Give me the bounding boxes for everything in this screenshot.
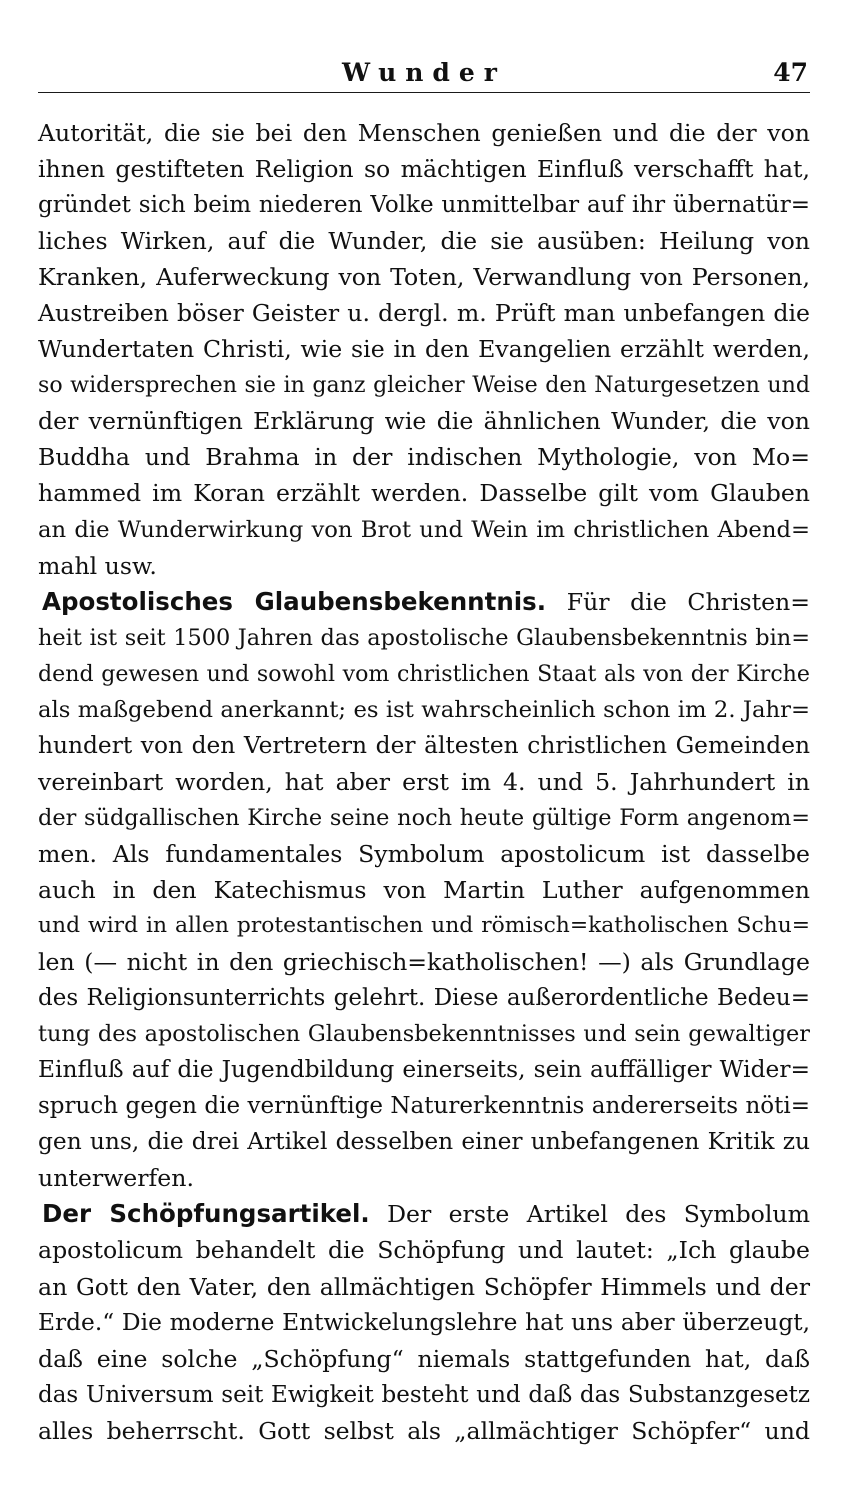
paragraph-schoepfungsartikel — [38, 1196, 810, 1448]
text-line: so widersprechen sie in ganz gleicher Weise den Naturgesetzen und — [38, 372, 810, 399]
section-heading-glaubensbekenntnis: Apostolisches Glaubensbekenntnis. — [42, 586, 547, 616]
section-heading-schoepfungsartikel: Der Schöpfungsartikel. — [42, 1199, 370, 1229]
text-line: der südgallischen Kirche seine noch heute gültige Form angenom= — [38, 804, 810, 831]
text-line: Erde.“ Die moderne Entwickelungslehre hat uns aber überzeugt, — [38, 1308, 810, 1336]
text-line: und wird in allen protestantischen und römisch=katholischen Schu= — [38, 913, 810, 939]
text-line: ihnen gestifteten Religion so mächtigen Einfluß verschafft hat, — [38, 155, 810, 184]
text-line: Kranken, Auferweckung von Toten, Verwandlung von Personen, — [38, 263, 810, 292]
text-line: dend gewesen und sowohl vom christlichen Staat als von der Kirche — [38, 660, 810, 687]
book-page — [38, 48, 810, 1449]
paragraph-glaubensbekenntnis — [38, 584, 810, 1197]
text-line: gründet sich beim niederen Volke unmittelbar auf ihr übernatür= — [38, 192, 810, 219]
paragraph-autoritaet — [38, 115, 810, 584]
text-line — [38, 584, 810, 620]
text-line: unterwerfen. — [38, 1164, 194, 1193]
text-line: gen uns, die drei Artikel desselben einer unbefangenen Kritik zu — [38, 1128, 810, 1156]
text-line: an Gott den Vater, den allmächtigen Schöpfer Himmels und der — [38, 1272, 810, 1301]
heading-line-text: Der erste Artikel des Symbolum — [387, 1200, 811, 1229]
text-line: daß eine solche „Schöpfung“ niemals stattgefunden hat, daß — [38, 1344, 810, 1373]
text-line: Buddha und Brahma in der indischen Mythologie, von Mo= — [38, 443, 810, 472]
text-line: len (— nicht in den griechisch=katholischen! —) als Grundlage — [38, 948, 810, 977]
text-line: als maßgebend anerkannt; es ist wahrscheinlich schon im 2. Jahr= — [38, 696, 810, 723]
text-line: liches Wirken, auf die Wunder, die sie ausüben: Heilung von — [38, 227, 810, 256]
text-line: heit ist seit 1500 Jahren das apostolische Glaubensbekenntnis bin= — [38, 624, 810, 651]
page-number: 47 — [773, 58, 808, 87]
text-line: Austreiben böser Geister u. dergl. m. Prüft man unbefangen die — [38, 299, 810, 328]
text-line: vereinbart worden, hat aber erst im 4. und 5. Jahrhundert in — [38, 767, 810, 796]
text-line: Einfluß auf die Jugendbildung einerseits, sein auffälliger Wider= — [38, 1056, 810, 1084]
text-line: hammed im Koran erzählt werden. Dasselbe gilt vom Glauben — [38, 479, 810, 508]
text-line: men. Als fundamentales Symbolum apostolicum ist dasselbe — [38, 839, 810, 868]
text-line: tung des apostolischen Glaubensbekenntnisses und sein gewaltiger — [38, 1021, 810, 1048]
text-line — [38, 1196, 810, 1232]
text-line: alles beherrscht. Gott selbst als „allmächtiger Schöpfer“ und — [38, 1416, 810, 1445]
text-line: an die Wunderwirkung von Brot und Wein im christlichen Abend= — [38, 516, 810, 543]
running-header — [38, 48, 810, 93]
body-text — [38, 115, 810, 1449]
text-line: auch in den Katechismus von Martin Luther aufgenommen — [38, 875, 810, 904]
text-line: spruch gegen die vernünftige Naturerkenntnis andererseits nöti= — [38, 1093, 810, 1120]
text-line: der vernünftigen Erklärung wie die ähnlichen Wunder, die von — [38, 407, 810, 436]
running-title: Wunder — [342, 58, 506, 87]
text-line: des Religionsunterrichts gelehrt. Diese außerordentliche Bedeu= — [38, 985, 810, 1012]
text-line: hundert von den Vertretern der ältesten christlichen Gemeinden — [38, 731, 810, 759]
text-line: Autorität, die sie bei den Menschen genießen und die der von — [38, 119, 810, 147]
text-line: apostolicum behandelt die Schöpfung und lautet: „Ich glaube — [38, 1236, 810, 1265]
text-line: mahl usw. — [38, 551, 157, 580]
heading-line-text: Für die Christen= — [566, 587, 811, 616]
text-line: das Universum seit Ewigkeit besteht und daß das Substanzgesetz — [38, 1381, 810, 1408]
text-line: Wundertaten Christi, wie sie in den Evangelien erzählt werden, — [38, 335, 810, 364]
